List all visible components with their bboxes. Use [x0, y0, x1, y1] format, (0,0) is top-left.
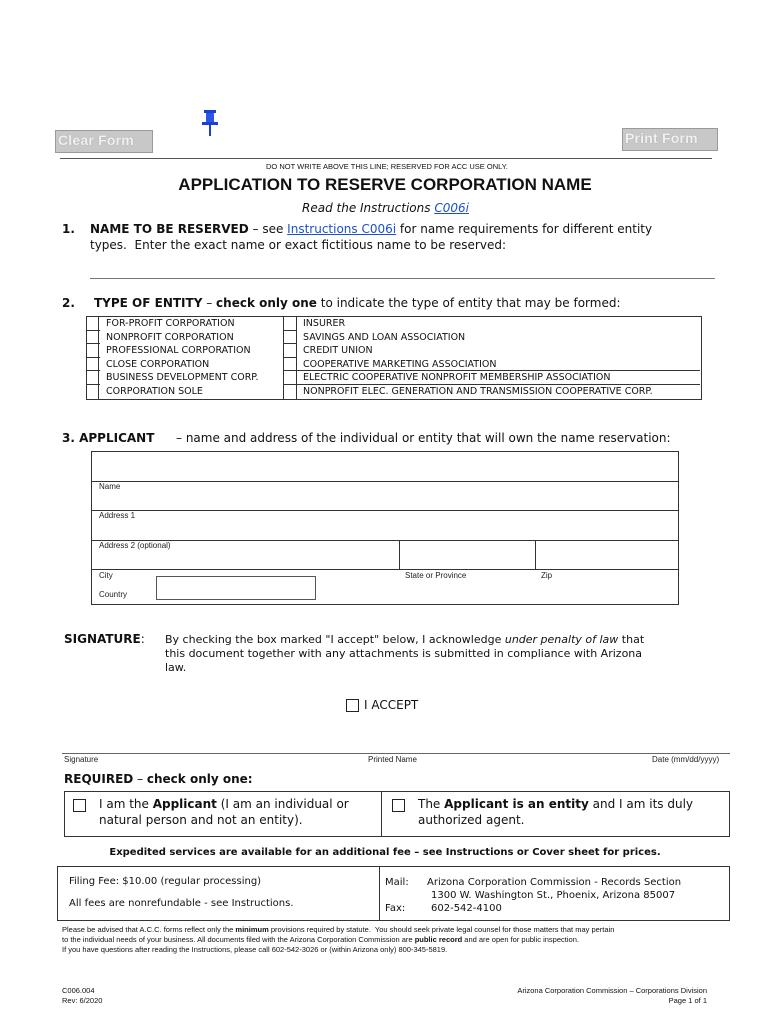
page-title: APPLICATION TO RESERVE CORPORATION NAME	[178, 175, 592, 194]
signature-italic: under penalty of law	[504, 633, 619, 646]
entity-option[interactable]: PROFESSIONAL CORPORATION	[106, 345, 251, 356]
opt2-bold: Applicant is an entity	[444, 797, 589, 811]
entity-sep	[86, 384, 100, 385]
entity-sep	[283, 343, 297, 344]
option-individual-line2: natural person and not an entity).	[99, 813, 303, 827]
signature-line	[62, 753, 730, 754]
entity-sep	[296, 370, 700, 371]
entity-divider-mid	[283, 316, 284, 400]
notice-l1-b: provisions required by statute. You should seek private legal counsel for those matters that may pertain	[268, 925, 615, 934]
section2-text: to indicate the type of entity that may be formed:	[316, 296, 621, 310]
city-label: City	[99, 571, 113, 580]
reserved-notice: DO NOT WRITE ABOVE THIS LINE; RESERVED FOR ACC USE ONLY.	[266, 162, 508, 171]
fax-number: 602-542-4100	[431, 903, 502, 914]
section3-heading: 3. APPLICANT	[62, 431, 155, 445]
section2-dash: –	[202, 296, 217, 310]
signature-line1	[165, 633, 644, 646]
signature-colon: :	[140, 632, 145, 646]
entity-sep	[86, 370, 100, 371]
entity-option[interactable]: SAVINGS AND LOAN ASSOCIATION	[303, 332, 466, 343]
applicant-sep	[91, 569, 679, 570]
signature-line2: this document together with any attachments is submitted in compliance with Arizona	[165, 647, 643, 660]
required-bold: check only one:	[146, 772, 253, 786]
section2-number: 2.	[62, 296, 75, 310]
nonrefundable: All fees are nonrefundable - see Instructions.	[69, 898, 294, 909]
applicant-entity-checkbox[interactable]	[392, 799, 405, 812]
name-label: Name	[99, 482, 121, 491]
filing-fee: Filing Fee: $10.00 (regular processing)	[69, 876, 262, 887]
entity-sep	[283, 384, 297, 385]
entity-option[interactable]: NONPROFIT CORPORATION	[106, 332, 234, 343]
date-label: Date (mm/dd/yyyy)	[652, 755, 720, 764]
page-number: Page 1 of 1	[668, 996, 707, 1005]
section2-bold: check only one	[216, 296, 317, 310]
revision: Rev: 6/2020	[62, 996, 103, 1005]
reserved-name-field[interactable]	[90, 278, 715, 279]
signature-label: Signature	[64, 755, 99, 764]
section1-number: 1.	[62, 222, 75, 236]
entity-sep	[296, 384, 700, 385]
instructions-link-header[interactable]: C006i	[434, 201, 469, 215]
applicant-name-input[interactable]	[92, 452, 676, 480]
notice-l2-b: and are open for public inspection.	[462, 935, 579, 944]
address1-label: Address 1	[99, 511, 136, 520]
state-label: State or Province	[405, 571, 467, 580]
printed-name-label: Printed Name	[368, 755, 417, 764]
state-input[interactable]	[400, 550, 534, 568]
notice-line1	[62, 925, 614, 934]
signature-text-b: that	[618, 633, 645, 646]
signature-line3: law.	[165, 661, 187, 674]
zip-input[interactable]	[536, 550, 676, 568]
entity-option[interactable]: ELECTRIC COOPERATIVE NONPROFIT MEMBERSHIP ASSOCIATION	[303, 372, 611, 383]
signature-text-a: By checking the box marked "I accept" below, I acknowledge	[165, 633, 505, 646]
entity-option[interactable]: BUSINESS DEVELOPMENT CORP.	[106, 372, 259, 383]
footer-org: Arizona Corporation Commission – Corporations Division	[517, 986, 707, 995]
option-individual-line1	[99, 797, 349, 811]
entity-option[interactable]: INSURER	[303, 318, 346, 329]
read-instructions	[302, 201, 469, 215]
clear-form-button[interactable]: Clear Form	[55, 130, 153, 153]
read-prefix: Read the Instructions	[302, 201, 431, 215]
section1-dash: – see	[248, 222, 288, 236]
opt1-bold: Applicant	[152, 797, 217, 811]
entity-divider-left	[98, 316, 99, 400]
print-form-button[interactable]: Print Form	[622, 128, 718, 151]
entity-sep	[86, 330, 100, 331]
notice-l2-a: to the individual needs of your business. All documents filed with the Arizona Corporation Commission are	[62, 935, 415, 944]
accept-checkbox[interactable]	[346, 699, 359, 712]
opt2-a: The	[418, 797, 445, 811]
opt1-b: (I am an individual or	[216, 797, 349, 811]
section2-heading: TYPE OF ENTITY	[94, 296, 203, 310]
expedited-notice: Expedited services are available for an additional fee – see Instructions or Cover sheet for prices.	[109, 847, 661, 858]
required-heading	[64, 772, 253, 786]
entity-sep	[86, 343, 100, 344]
entity-sep	[283, 330, 297, 331]
opt1-a: I am the	[99, 797, 153, 811]
applicant-sep	[91, 481, 679, 482]
entity-option[interactable]: COOPERATIVE MARKETING ASSOCIATION	[303, 359, 497, 370]
notice-line2	[62, 935, 579, 944]
entity-option[interactable]: FOR-PROFIT CORPORATION	[106, 318, 235, 329]
form-number: C006.004	[62, 986, 95, 995]
reserved-line	[60, 158, 712, 159]
section1-text-a: for name requirements for different entity	[396, 222, 653, 236]
entity-sep	[86, 357, 100, 358]
section3-text: – name and address of the individual or entity that will own the name reservation:	[176, 431, 671, 445]
fax-label: Fax:	[385, 903, 406, 914]
entity-divider-right	[296, 316, 297, 400]
address1-input[interactable]	[92, 491, 676, 509]
signature-heading-text: SIGNATURE	[64, 632, 141, 646]
notice-l2-bold: public record	[414, 935, 463, 944]
accept-label: I ACCEPT	[364, 698, 419, 712]
signature-heading	[64, 632, 145, 646]
address2-label: Address 2 (optional)	[99, 541, 171, 550]
section1-line1	[90, 222, 652, 236]
option-entity-line1	[418, 797, 693, 811]
entity-option[interactable]: CORPORATION SOLE	[106, 386, 203, 397]
country-label: Country	[99, 590, 128, 599]
section1-heading: NAME TO BE RESERVED	[90, 222, 249, 236]
entity-option[interactable]: CREDIT UNION	[303, 345, 373, 356]
notice-l1-bold: minimum	[235, 925, 269, 934]
notice-l1-a: Please be advised that A.C.C. forms reflect only the	[62, 925, 236, 934]
section2-line	[94, 296, 621, 310]
instructions-link-section1[interactable]: Instructions C006i	[287, 222, 397, 236]
country-input[interactable]	[156, 576, 316, 600]
mail-label: Mail:	[385, 877, 409, 888]
pushpin-icon	[200, 110, 220, 136]
city-input[interactable]	[92, 550, 398, 568]
mail-line1: Arizona Corporation Commission - Records Section	[427, 877, 682, 888]
zip-label: Zip	[541, 571, 553, 580]
entity-sep	[283, 357, 297, 358]
entity-sep	[283, 370, 297, 371]
mail-line2: 1300 W. Washington St., Phoenix, Arizona 85007	[431, 890, 676, 901]
required-heading-text: REQUIRED	[64, 772, 134, 786]
required-divider	[381, 791, 382, 837]
address2-input[interactable]	[92, 520, 676, 539]
entity-option[interactable]: NONPROFIT ELEC. GENERATION AND TRANSMISSION COOPERATIVE CORP.	[303, 386, 653, 397]
required-dash: –	[133, 772, 147, 786]
opt2-b: and I am its duly	[588, 797, 694, 811]
fees-divider	[379, 866, 380, 921]
applicant-sep	[91, 540, 679, 541]
entity-option[interactable]: CLOSE CORPORATION	[106, 359, 210, 370]
applicant-sep	[91, 510, 679, 511]
option-entity-line2: authorized agent.	[418, 813, 525, 827]
notice-line3: If you have questions after reading the Instructions, please call 602-542-3026 or (within Arizona only) 800-345-5819.	[62, 945, 448, 954]
applicant-individual-checkbox[interactable]	[73, 799, 86, 812]
section1-line2: types. Enter the exact name or exact fictitious name to be reserved:	[90, 238, 506, 252]
